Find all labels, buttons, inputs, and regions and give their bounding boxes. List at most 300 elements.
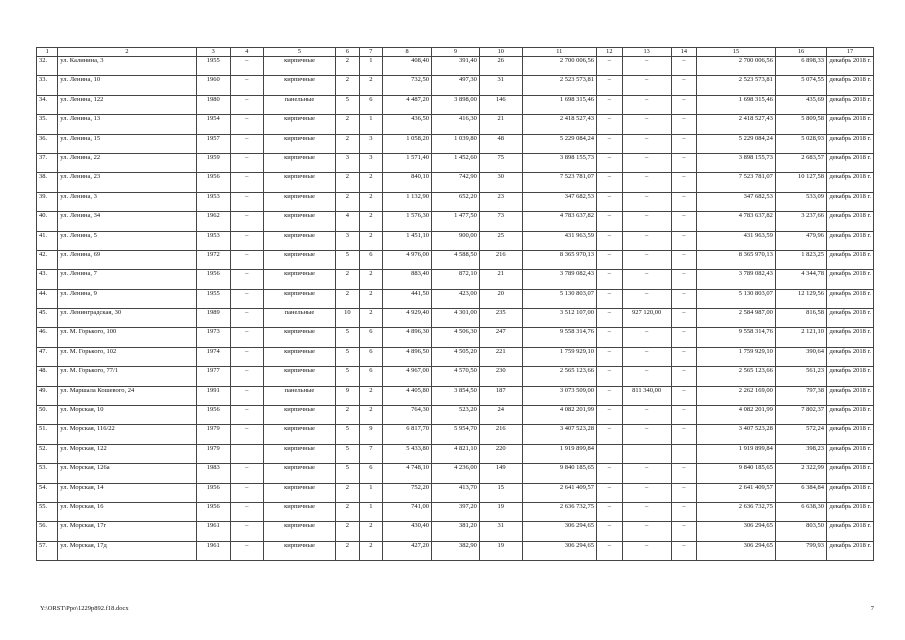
- table-cell: 436,50: [383, 115, 432, 134]
- table-cell: 4 748,10: [383, 464, 432, 483]
- table-cell: 5: [336, 367, 359, 386]
- table-cell: ул. Ленина, 13: [58, 115, 196, 134]
- table-cell: 3 512 107,00: [522, 309, 597, 328]
- table-cell: 52.: [37, 444, 58, 463]
- table-cell: 1 919 899,84: [697, 444, 776, 463]
- table-cell: 523,20: [432, 406, 480, 425]
- table-cell: декабрь 2018 г.: [827, 502, 874, 521]
- table-cell: –: [230, 386, 263, 405]
- table-cell: 20: [479, 289, 522, 308]
- table-cell: –: [671, 231, 697, 250]
- table-cell: декабрь 2018 г.: [827, 444, 874, 463]
- table-cell: декабрь 2018 г.: [827, 386, 874, 405]
- table-cell: –: [597, 541, 623, 560]
- table-cell: 2 584 987,00: [697, 309, 776, 328]
- table-cell: 4 082 201,99: [522, 406, 597, 425]
- table-cell: декабрь 2018 г.: [827, 309, 874, 328]
- table-row: [37, 502, 874, 521]
- table-cell: 533,09: [775, 192, 826, 211]
- table-cell: 4 405,80: [383, 386, 432, 405]
- table-cell: 4 783 637,82: [697, 212, 776, 231]
- table-cell: кирпичные: [263, 250, 335, 269]
- table-cell: –: [230, 425, 263, 444]
- table-cell: 1 698 315,46: [522, 95, 597, 114]
- table-cell: 30: [479, 173, 522, 192]
- table-row: [37, 406, 874, 425]
- table-cell: 306 294,65: [697, 522, 776, 541]
- table-cell: –: [622, 250, 671, 269]
- table-cell: 39.: [37, 192, 58, 211]
- table-cell: –: [622, 522, 671, 541]
- table-cell: 2: [336, 270, 359, 289]
- table-cell: 883,40: [383, 270, 432, 289]
- table-cell: 4 588,50: [432, 250, 480, 269]
- table-cell: –: [230, 95, 263, 114]
- table-cell: 1957: [196, 134, 230, 153]
- table-cell: 816,58: [775, 309, 826, 328]
- table-cell: 397,20: [432, 502, 480, 521]
- registry-table-page: [36, 47, 874, 561]
- table-cell: –: [671, 153, 697, 172]
- table-cell: 230: [479, 367, 522, 386]
- table-cell: 9 840 185,65: [697, 464, 776, 483]
- table-cell: декабрь 2018 г.: [827, 483, 874, 502]
- table-row: [37, 444, 874, 463]
- table-cell: 9 558 314,76: [697, 328, 776, 347]
- table-cell: 347 682,53: [697, 192, 776, 211]
- table-cell: 1977: [196, 367, 230, 386]
- table-cell: 5 130 803,07: [522, 289, 597, 308]
- table-cell: –: [597, 328, 623, 347]
- table-cell: 4 929,40: [383, 309, 432, 328]
- table-cell: –: [671, 502, 697, 521]
- table-cell: 2 418 527,43: [522, 115, 597, 134]
- table-cell: –: [597, 289, 623, 308]
- table-cell: декабрь 2018 г.: [827, 95, 874, 114]
- table-cell: –: [622, 134, 671, 153]
- table-row: [37, 541, 874, 560]
- table-cell: –: [622, 115, 671, 134]
- table-cell: 1954: [196, 115, 230, 134]
- registry-table: [36, 47, 874, 561]
- table-cell: 382,90: [432, 541, 480, 560]
- table-cell: 5 130 803,07: [697, 289, 776, 308]
- table-cell: –: [230, 483, 263, 502]
- table-cell: панельные: [263, 386, 335, 405]
- table-cell: –: [622, 95, 671, 114]
- table-cell: –: [671, 250, 697, 269]
- table-cell: 2 641 409,57: [697, 483, 776, 502]
- table-cell: 10 127,58: [775, 173, 826, 192]
- table-cell: 3 898 155,73: [697, 153, 776, 172]
- table-cell: 5: [336, 95, 359, 114]
- table-cell: 2: [359, 270, 382, 289]
- table-cell: декабрь 2018 г.: [827, 212, 874, 231]
- table-cell: 5: [336, 425, 359, 444]
- table-cell: 742,90: [432, 173, 480, 192]
- table-cell: 8 365 970,13: [522, 250, 597, 269]
- table-cell: кирпичные: [263, 289, 335, 308]
- table-cell: кирпичные: [263, 212, 335, 231]
- table-cell: 9 840 185,65: [522, 464, 597, 483]
- table-cell: 391,40: [432, 57, 480, 76]
- table-cell: –: [230, 328, 263, 347]
- table-cell: –: [230, 367, 263, 386]
- table-cell: –: [230, 347, 263, 366]
- table-row: [37, 522, 874, 541]
- table-cell: –: [597, 134, 623, 153]
- table-cell: 2 565 123,66: [522, 367, 597, 386]
- table-cell: кирпичные: [263, 425, 335, 444]
- table-cell: 6 384,84: [775, 483, 826, 502]
- table-cell: 50.: [37, 406, 58, 425]
- table-cell: 416,30: [432, 115, 480, 134]
- table-cell: ул. Ленина, 7: [58, 270, 196, 289]
- table-cell: 2: [359, 309, 382, 328]
- table-cell: 413,70: [432, 483, 480, 502]
- table-cell: 4: [336, 212, 359, 231]
- table-cell: 1: [359, 57, 382, 76]
- table-cell: 53.: [37, 464, 58, 483]
- table-cell: ул. Маршала Кошевого, 24: [58, 386, 196, 405]
- table-cell: 149: [479, 464, 522, 483]
- table-cell: –: [230, 76, 263, 95]
- table-cell: ул. Ленина, 10: [58, 76, 196, 95]
- table-cell: 2: [336, 522, 359, 541]
- table-cell: –: [230, 212, 263, 231]
- table-cell: 2 523 573,81: [522, 76, 597, 95]
- table-cell: 2: [336, 502, 359, 521]
- table-cell: 2 262 169,00: [697, 386, 776, 405]
- table-cell: кирпичные: [263, 406, 335, 425]
- table-cell: 48: [479, 134, 522, 153]
- table-cell: 32.: [37, 57, 58, 76]
- table-cell: 37.: [37, 153, 58, 172]
- table-cell: 41.: [37, 231, 58, 250]
- table-cell: 6: [359, 250, 382, 269]
- table-cell: 5 433,80: [383, 444, 432, 463]
- table-cell: 2: [336, 76, 359, 95]
- table-cell: –: [671, 328, 697, 347]
- table-cell: 1961: [196, 522, 230, 541]
- table-cell: ул. Морская, 16: [58, 502, 196, 521]
- table-cell: –: [230, 153, 263, 172]
- table-cell: 1960: [196, 76, 230, 95]
- table-cell: –: [622, 289, 671, 308]
- table-cell: –: [597, 76, 623, 95]
- table-cell: 5 954,70: [432, 425, 480, 444]
- table-cell: 2: [336, 192, 359, 211]
- table-cell: декабрь 2018 г.: [827, 115, 874, 134]
- table-cell: –: [671, 425, 697, 444]
- table-cell: –: [597, 464, 623, 483]
- table-cell: 21: [479, 270, 522, 289]
- table-cell: 1979: [196, 444, 230, 463]
- table-cell: 2: [336, 173, 359, 192]
- table-cell: 1 058,20: [383, 134, 432, 153]
- table-cell: 306 294,65: [697, 541, 776, 560]
- table-cell: декабрь 2018 г.: [827, 250, 874, 269]
- table-cell: 2: [336, 115, 359, 134]
- table-cell: декабрь 2018 г.: [827, 464, 874, 483]
- table-cell: 1 039,80: [432, 134, 480, 153]
- table-cell: –: [622, 173, 671, 192]
- table-cell: декабрь 2018 г.: [827, 541, 874, 560]
- table-cell: 4 082 201,99: [697, 406, 776, 425]
- table-row: [37, 386, 874, 405]
- table-cell: 1: [359, 115, 382, 134]
- table-cell: 1 477,50: [432, 212, 480, 231]
- table-cell: –: [230, 502, 263, 521]
- table-cell: 1972: [196, 250, 230, 269]
- table-cell: 1955: [196, 289, 230, 308]
- table-cell: кирпичные: [263, 153, 335, 172]
- table-cell: 4 506,30: [432, 328, 480, 347]
- page-number: 7: [870, 605, 874, 612]
- table-cell: 479,96: [775, 231, 826, 250]
- table-cell: 430,40: [383, 522, 432, 541]
- table-cell: –: [622, 270, 671, 289]
- table-cell: –: [671, 406, 697, 425]
- table-cell: 1973: [196, 328, 230, 347]
- table-cell: декабрь 2018 г.: [827, 231, 874, 250]
- table-cell: 427,20: [383, 541, 432, 560]
- table-cell: 2: [336, 57, 359, 76]
- table-cell: –: [230, 406, 263, 425]
- table-cell: –: [671, 173, 697, 192]
- column-number-header: 11: [522, 48, 597, 57]
- table-cell: 3 407 523,28: [697, 425, 776, 444]
- table-cell: декабрь 2018 г.: [827, 57, 874, 76]
- table-cell: –: [671, 95, 697, 114]
- table-cell: 25: [479, 231, 522, 250]
- table-row: [37, 309, 874, 328]
- table-cell: 45.: [37, 309, 58, 328]
- column-number-header: 7: [359, 48, 382, 57]
- column-number-header: 1: [37, 48, 58, 57]
- table-cell: 1 571,40: [383, 153, 432, 172]
- table-cell: 35.: [37, 115, 58, 134]
- table-cell: 306 294,65: [522, 541, 597, 560]
- table-cell: декабрь 2018 г.: [827, 367, 874, 386]
- table-cell: 12 129,56: [775, 289, 826, 308]
- table-cell: 900,00: [432, 231, 480, 250]
- table-cell: 220: [479, 444, 522, 463]
- table-cell: декабрь 2018 г.: [827, 347, 874, 366]
- table-cell: –: [671, 76, 697, 95]
- table-cell: 221: [479, 347, 522, 366]
- table-cell: 9: [336, 386, 359, 405]
- table-cell: 2 700 006,56: [522, 57, 597, 76]
- table-cell: кирпичные: [263, 541, 335, 560]
- table-cell: –: [671, 270, 697, 289]
- table-cell: 4 896,30: [383, 328, 432, 347]
- table-cell: 2: [336, 541, 359, 560]
- table-cell: 1956: [196, 270, 230, 289]
- table-row: [37, 153, 874, 172]
- table-cell: 2: [359, 212, 382, 231]
- table-cell: 1 919 899,84: [522, 444, 597, 463]
- table-cell: 34.: [37, 95, 58, 114]
- table-cell: 6: [359, 464, 382, 483]
- table-cell: –: [230, 541, 263, 560]
- table-cell: 57.: [37, 541, 58, 560]
- table-cell: 3: [359, 134, 382, 153]
- table-cell: кирпичные: [263, 192, 335, 211]
- table-cell: 24: [479, 406, 522, 425]
- table-cell: декабрь 2018 г.: [827, 192, 874, 211]
- table-cell: 235: [479, 309, 522, 328]
- table-cell: 2: [359, 522, 382, 541]
- table-cell: ул. Морская, 14: [58, 483, 196, 502]
- table-cell: 2: [359, 173, 382, 192]
- table-cell: 73: [479, 212, 522, 231]
- table-cell: 1991: [196, 386, 230, 405]
- table-cell: 5 809,58: [775, 115, 826, 134]
- table-cell: –: [671, 57, 697, 76]
- table-cell: 48.: [37, 367, 58, 386]
- column-number-header: 9: [432, 48, 480, 57]
- table-cell: [230, 444, 263, 463]
- table-cell: 799,93: [775, 541, 826, 560]
- table-cell: 3: [336, 231, 359, 250]
- table-cell: –: [230, 115, 263, 134]
- table-cell: –: [622, 425, 671, 444]
- table-cell: 6: [359, 367, 382, 386]
- table-cell: 7 523 781,07: [522, 173, 597, 192]
- table-cell: 5: [336, 347, 359, 366]
- table-cell: 2: [336, 483, 359, 502]
- table-row: [37, 57, 874, 76]
- table-cell: 247: [479, 328, 522, 347]
- table-cell: –: [622, 231, 671, 250]
- table-cell: кирпичные: [263, 76, 335, 95]
- table-cell: –: [597, 95, 623, 114]
- table-cell: –: [230, 309, 263, 328]
- table-cell: 1959: [196, 153, 230, 172]
- table-cell: 3 237,66: [775, 212, 826, 231]
- table-cell: кирпичные: [263, 464, 335, 483]
- page-footer: [36, 605, 874, 615]
- table-cell: 2 418 527,43: [697, 115, 776, 134]
- table-cell: 46.: [37, 328, 58, 347]
- table-row: [37, 367, 874, 386]
- table-cell: 5: [336, 250, 359, 269]
- table-cell: 4 783 637,82: [522, 212, 597, 231]
- table-cell: 652,20: [432, 192, 480, 211]
- table-cell: –: [230, 250, 263, 269]
- column-number-header: 2: [58, 48, 196, 57]
- table-cell: –: [597, 367, 623, 386]
- table-cell: 6 638,30: [775, 502, 826, 521]
- table-cell: 561,23: [775, 367, 826, 386]
- column-number-header: 14: [671, 48, 697, 57]
- header-row: [37, 48, 874, 57]
- table-cell: –: [597, 115, 623, 134]
- column-number-header: 13: [622, 48, 671, 57]
- table-cell: –: [671, 541, 697, 560]
- table-cell: 4 301,00: [432, 309, 480, 328]
- table-cell: 811 340,00: [622, 386, 671, 405]
- table-cell: 51.: [37, 425, 58, 444]
- table-row: [37, 464, 874, 483]
- table-cell: 2 523 573,81: [697, 76, 776, 95]
- table-cell: ул. Ленина, 122: [58, 95, 196, 114]
- table-cell: ул. Ленина, 9: [58, 289, 196, 308]
- table-cell: 803,50: [775, 522, 826, 541]
- table-cell: 31: [479, 76, 522, 95]
- table-cell: –: [597, 522, 623, 541]
- table-cell: 146: [479, 95, 522, 114]
- table-cell: 5: [336, 328, 359, 347]
- table-cell: –: [671, 192, 697, 211]
- table-cell: 75: [479, 153, 522, 172]
- table-cell: ул. Ленина, 5: [58, 231, 196, 250]
- table-cell: 2 565 123,66: [697, 367, 776, 386]
- table-cell: 21: [479, 115, 522, 134]
- table-cell: –: [597, 347, 623, 366]
- table-cell: –: [597, 153, 623, 172]
- table-cell: –: [622, 347, 671, 366]
- table-cell: [622, 444, 671, 463]
- table-cell: 1 759 929,10: [522, 347, 597, 366]
- table-cell: 4 236,00: [432, 464, 480, 483]
- table-cell: 390,64: [775, 347, 826, 366]
- table-cell: 2: [359, 192, 382, 211]
- table-cell: –: [230, 134, 263, 153]
- table-cell: 4 505,20: [432, 347, 480, 366]
- table-cell: 5 229 084,24: [522, 134, 597, 153]
- table-row: [37, 134, 874, 153]
- table-cell: 398,23: [775, 444, 826, 463]
- table-cell: ул. Морская, 116/22: [58, 425, 196, 444]
- table-cell: 216: [479, 425, 522, 444]
- table-cell: 3 073 509,00: [522, 386, 597, 405]
- table-cell: 8 365 970,13: [697, 250, 776, 269]
- table-cell: 9 558 314,76: [522, 328, 597, 347]
- table-cell: –: [597, 173, 623, 192]
- table-cell: 2: [359, 541, 382, 560]
- table-body: [37, 48, 874, 561]
- table-cell: 6 817,70: [383, 425, 432, 444]
- table-cell: 1 823,25: [775, 250, 826, 269]
- table-cell: 5: [336, 464, 359, 483]
- table-cell: 2 700 006,56: [697, 57, 776, 76]
- table-cell: 1980: [196, 95, 230, 114]
- table-cell: 3 854,50: [432, 386, 480, 405]
- column-number-header: 6: [336, 48, 359, 57]
- table-cell: 306 294,65: [522, 522, 597, 541]
- table-cell: 6: [359, 95, 382, 114]
- table-cell: ул. Ленина, 23: [58, 173, 196, 192]
- table-row: [37, 347, 874, 366]
- table-cell: кирпичные: [263, 328, 335, 347]
- table-cell: 1956: [196, 173, 230, 192]
- table-cell: 15: [479, 483, 522, 502]
- table-cell: 33.: [37, 76, 58, 95]
- table-cell: панельные: [263, 95, 335, 114]
- table-cell: 5: [336, 444, 359, 463]
- table-cell: 3: [336, 153, 359, 172]
- table-cell: ул. Ленина, 3: [58, 192, 196, 211]
- table-cell: –: [597, 231, 623, 250]
- table-cell: 1 132,90: [383, 192, 432, 211]
- table-cell: 2 636 732,75: [522, 502, 597, 521]
- table-cell: –: [622, 192, 671, 211]
- table-cell: 381,20: [432, 522, 480, 541]
- table-cell: –: [597, 425, 623, 444]
- table-cell: 43.: [37, 270, 58, 289]
